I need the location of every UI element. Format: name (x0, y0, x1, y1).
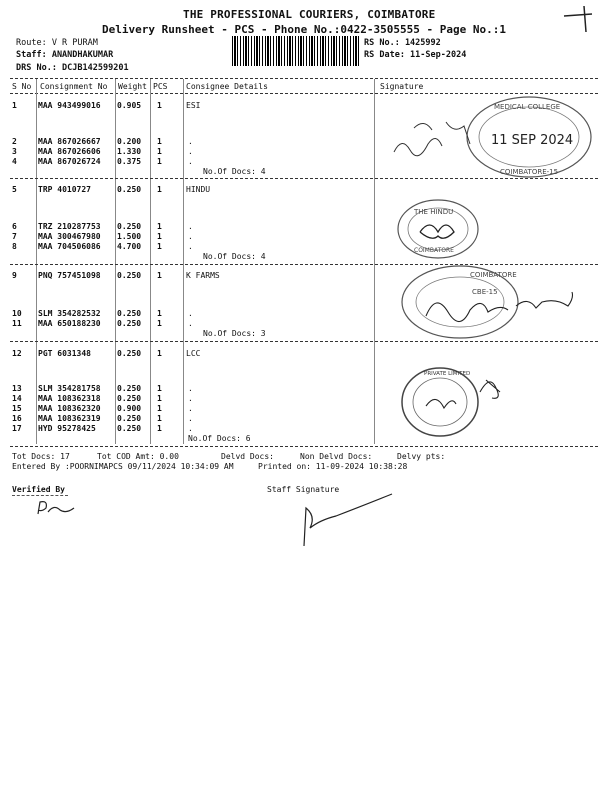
row-consignment: TRP 4010727 (38, 185, 91, 194)
consignee-name: HINDU (186, 185, 211, 194)
row-consignment: SLM 354281758 (38, 384, 101, 393)
row-weight: 0.250 (117, 384, 142, 393)
row-consignee-dot: . (188, 404, 193, 413)
row-consignment: TRZ 210287753 (38, 222, 101, 231)
row-consignee-dot: . (188, 147, 193, 156)
row-sno: 3 (12, 147, 17, 156)
row-weight: 0.250 (117, 424, 142, 433)
column-divider (150, 79, 151, 444)
row-consignee-dot: . (188, 232, 193, 241)
consignee-name: K FARMS (186, 271, 220, 280)
stamp-text: PRIVATE LIMITED (424, 371, 471, 377)
verified-signature-icon (30, 496, 80, 520)
row-weight: 0.250 (117, 319, 142, 328)
column-divider (36, 79, 37, 444)
row-pcs: 1 (157, 414, 162, 423)
row-consignment: MAA 867026724 (38, 157, 101, 166)
row-pcs: 1 (157, 157, 162, 166)
docs-count: No.Of Docs: 4 (203, 167, 266, 176)
row-consignment: PNQ 757451098 (38, 271, 101, 280)
row-consignment: MAA 704506086 (38, 242, 101, 251)
docs-count: No.Of Docs: 4 (203, 252, 266, 261)
staff-label: Staff: ANANDHAKUMAR (16, 50, 114, 60)
col-header-weight: Weight (118, 82, 147, 91)
row-weight: 0.250 (117, 222, 142, 231)
stamp-text: COIMBATORE-15 (500, 168, 559, 176)
column-divider (374, 79, 375, 444)
row-weight: 0.900 (117, 404, 142, 413)
runsheet-subtitle: Delivery Runsheet - PCS - Phone No.:0422-3505555 - Page No.:1 (102, 23, 506, 36)
row-weight: 0.250 (117, 185, 142, 194)
drs-number: DRS No.: DCJB142599201 (16, 63, 129, 73)
docs-count: No.Of Docs: 6 (188, 434, 251, 443)
row-pcs: 1 (157, 309, 162, 318)
row-pcs: 1 (157, 147, 162, 156)
total-docs: Tot Docs: 17 (12, 452, 70, 461)
row-weight: 0.200 (117, 137, 142, 146)
signature-stamp-lcc (396, 362, 526, 442)
row-consignee-dot: . (188, 157, 193, 166)
docs-count: No.Of Docs: 3 (203, 329, 266, 338)
barcode-image (232, 36, 360, 66)
stamp-text: COIMBATORE (470, 271, 517, 279)
row-sno: 5 (12, 185, 17, 194)
row-sno: 9 (12, 271, 17, 280)
row-weight: 0.250 (117, 414, 142, 423)
row-pcs: 1 (157, 384, 162, 393)
signature-stamp-esi (384, 92, 596, 184)
verified-by-label: Verified By (12, 485, 65, 494)
consignee-name: ESI (186, 101, 201, 110)
row-sno: 6 (12, 222, 17, 231)
row-consignee-dot: . (188, 319, 193, 328)
column-divider (183, 79, 184, 444)
row-pcs: 1 (157, 394, 162, 403)
col-header-pcs: PCS (153, 82, 168, 91)
row-weight: 1.500 (117, 232, 142, 241)
signature-stamp-kfarms (396, 262, 586, 342)
row-consignment: MAA 650188230 (38, 319, 101, 328)
row-pcs: 1 (157, 185, 162, 194)
stamp-text: MEDICAL COLLEGE (494, 103, 561, 111)
row-weight: 0.250 (117, 309, 142, 318)
row-consignment: MAA 108362320 (38, 404, 101, 413)
entered-by: Entered By :POORNIMAPCS 09/11/2024 10:34:09 AM (12, 462, 234, 471)
row-sno: 15 (12, 404, 22, 413)
row-consignment: MAA 943499016 (38, 101, 101, 110)
rs-number: RS No.: 1425992 (364, 38, 441, 48)
row-sno: 2 (12, 137, 17, 146)
col-header-consignee: Consignee Details (186, 82, 268, 91)
row-pcs: 1 (157, 349, 162, 358)
row-pcs: 1 (157, 271, 162, 280)
stamp-text: THE HINDU (414, 208, 454, 216)
row-consignee-dot: . (188, 414, 193, 423)
row-consignee-dot: . (188, 384, 193, 393)
company-title: THE PROFESSIONAL COURIERS, COIMBATORE (183, 8, 436, 21)
row-pcs: 1 (157, 222, 162, 231)
row-weight: 1.330 (117, 147, 142, 156)
row-sno: 12 (12, 349, 22, 358)
row-pcs: 1 (157, 242, 162, 251)
row-consignee-dot: . (188, 137, 193, 146)
delivery-points: Delvy pts: (397, 452, 446, 461)
row-consignment: MAA 867026667 (38, 137, 101, 146)
row-consignment: PGT 6031348 (38, 349, 91, 358)
row-consignee-dot: . (188, 424, 193, 433)
row-weight: 0.905 (117, 101, 142, 110)
rs-date: RS Date: 11-Sep-2024 (364, 50, 467, 60)
row-sno: 4 (12, 157, 17, 166)
signature-stamp-hindu (394, 196, 484, 262)
row-consignment: MAA 300467980 (38, 232, 101, 241)
row-consignment: MAA 867026606 (38, 147, 101, 156)
non-delivered-docs: Non Delvd Docs: (300, 452, 373, 461)
row-pcs: 1 (157, 319, 162, 328)
col-header-signature: Signature (380, 82, 424, 91)
row-weight: 0.375 (117, 157, 142, 166)
col-header-sno: S No (12, 82, 32, 91)
row-consignment: MAA 108362318 (38, 394, 101, 403)
row-sno: 11 (12, 319, 22, 328)
row-weight: 0.250 (117, 394, 142, 403)
row-consignment: MAA 108362319 (38, 414, 101, 423)
row-weight: 0.250 (117, 271, 142, 280)
row-sno: 10 (12, 309, 22, 318)
row-sno: 8 (12, 242, 17, 251)
staff-signature-label: Staff Signature (267, 485, 340, 494)
delivered-docs: Delvd Docs: (221, 452, 274, 461)
row-consignee-dot: . (188, 394, 193, 403)
consignee-name: LCC (186, 349, 201, 358)
col-header-consignment: Consignment No (40, 82, 108, 91)
row-weight: 0.250 (117, 349, 142, 358)
row-sno: 13 (12, 384, 22, 393)
row-weight: 4.700 (117, 242, 142, 251)
row-sno: 7 (12, 232, 17, 241)
row-consignment: HYD 95278425 (38, 424, 96, 433)
row-pcs: 1 (157, 137, 162, 146)
row-sno: 16 (12, 414, 22, 423)
row-consignee-dot: . (188, 222, 193, 231)
stamp-date: 11 SEP 2024 (491, 133, 574, 148)
header-top-rule (10, 78, 598, 79)
row-consignment: SLM 354282532 (38, 309, 101, 318)
row-sno: 14 (12, 394, 22, 403)
stamp-text: CBE-15 (472, 288, 498, 296)
group-divider (10, 446, 598, 447)
row-consignee-dot: . (188, 309, 193, 318)
row-sno: 1 (12, 101, 17, 110)
route-label: Route: V R PURAM (16, 38, 98, 48)
row-pcs: 1 (157, 424, 162, 433)
row-pcs: 1 (157, 101, 162, 110)
row-pcs: 1 (157, 232, 162, 241)
staff-signature-icon (296, 490, 396, 550)
total-cod-amount: Tot COD Amt: 0.00 (97, 452, 179, 461)
row-consignee-dot: . (188, 242, 193, 251)
printed-on: Printed on: 11-09-2024 10:38:28 (258, 462, 408, 471)
stamp-text: COIMBATORE (414, 247, 454, 254)
row-sno: 17 (12, 424, 22, 433)
row-pcs: 1 (157, 404, 162, 413)
corner-mark-icon (562, 2, 598, 36)
column-divider (115, 79, 116, 444)
